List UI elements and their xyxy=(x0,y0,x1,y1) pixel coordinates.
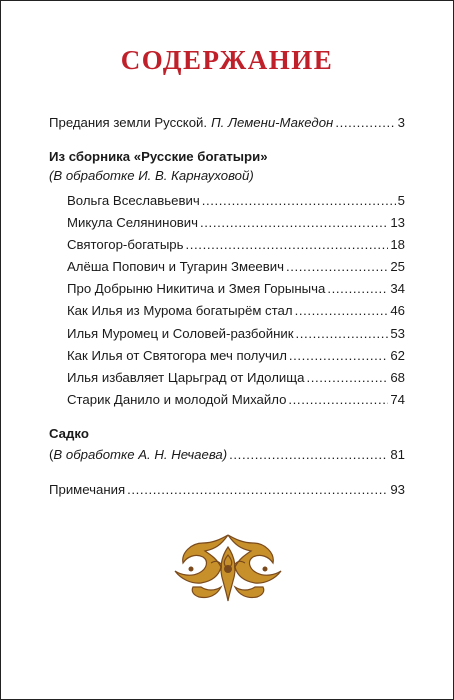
toc-page-number: 46 xyxy=(390,303,405,318)
toc-entry[interactable] xyxy=(67,325,405,343)
toc-page-number: 34 xyxy=(390,281,405,296)
toc-page-number: 93 xyxy=(390,482,405,497)
toc-entry[interactable] xyxy=(67,280,405,298)
dot-leader xyxy=(200,214,388,232)
toc-entry[interactable] xyxy=(67,236,405,254)
dot-leader xyxy=(289,347,388,365)
dot-leader xyxy=(229,446,388,464)
dot-leader xyxy=(335,114,395,132)
toc-page-number: 68 xyxy=(390,370,405,385)
toc-entry[interactable] xyxy=(67,369,405,387)
dot-leader xyxy=(286,258,388,276)
toc-page-number: 62 xyxy=(390,348,405,363)
toc-entry[interactable] xyxy=(67,391,405,409)
section-heading: Из сборника «Русские богатыри» xyxy=(49,149,268,164)
toc-entry-intro[interactable] xyxy=(49,114,405,132)
toc-entry[interactable] xyxy=(67,258,405,276)
toc-entry-label: Илья Муромец и Соловей-разбойник xyxy=(67,326,294,341)
dot-leader xyxy=(186,236,389,254)
toc-entry-label: Илья избавляет Царьград от Идолища xyxy=(67,370,305,385)
toc-page-number: 18 xyxy=(390,237,405,252)
section-heading: Садко xyxy=(49,426,89,441)
toc-entry-label: Святогор-богатырь xyxy=(67,237,184,252)
toc-entry-label: Про Добрыню Никитича и Змея Горыныча xyxy=(67,281,326,296)
toc-entry[interactable] xyxy=(67,347,405,365)
dot-leader xyxy=(127,481,388,499)
toc-entry-label: Старик Данило и молодой Михайло xyxy=(67,392,287,407)
page-title: СОДЕРЖАНИЕ xyxy=(120,45,334,75)
dot-leader xyxy=(327,280,388,298)
toc-entry-label: Предания земли Русской. xyxy=(49,115,208,130)
section-subtitle: (В обработке И. В. Карнауховой) xyxy=(49,168,254,183)
toc-entry-label: Как Илья из Мурома богатырём стал xyxy=(67,303,293,318)
toc-entry[interactable] xyxy=(67,214,405,232)
dot-leader xyxy=(296,325,389,343)
toc-entry[interactable] xyxy=(67,302,405,320)
toc-page-number: 81 xyxy=(390,447,405,462)
toc-page-number: 74 xyxy=(390,392,405,407)
toc-page-number: 5 xyxy=(397,193,405,208)
dot-leader xyxy=(202,192,396,210)
toc-entry-label: Алёша Попович и Тугарин Змеевич xyxy=(67,259,284,274)
toc-page-number: 3 xyxy=(397,115,405,130)
toc-page-number: 13 xyxy=(390,215,405,230)
dot-leader xyxy=(295,302,389,320)
toc-entry-label: Вольга Всеславьевич xyxy=(67,193,200,208)
toc-entry-label: В обработке А. Н. Нечаева) xyxy=(53,447,228,462)
toc-entry-author: П. Лемени-Македон xyxy=(211,115,334,130)
toc-paren: ( xyxy=(49,447,54,462)
toc-entry[interactable] xyxy=(49,446,405,464)
toc-entry-label: Как Илья от Святогора меч получил xyxy=(67,348,287,363)
toc-page-number: 25 xyxy=(390,259,405,274)
toc-entry-label: Примечания xyxy=(49,482,126,497)
dot-leader xyxy=(288,391,388,409)
toc-entry[interactable] xyxy=(67,192,405,210)
floral-ornament-icon xyxy=(171,529,285,605)
toc-page-number: 53 xyxy=(390,326,405,341)
dot-leader xyxy=(306,369,388,387)
toc-entry-label: Микула Селянинович xyxy=(67,215,199,230)
toc-entry-notes[interactable] xyxy=(49,481,405,499)
